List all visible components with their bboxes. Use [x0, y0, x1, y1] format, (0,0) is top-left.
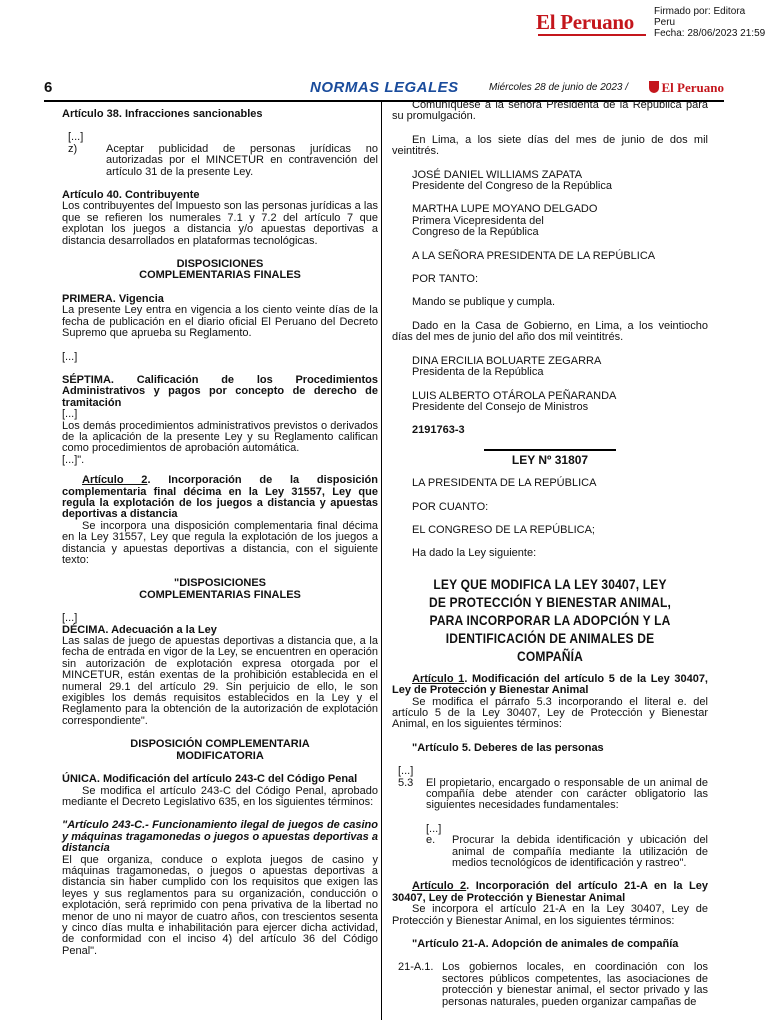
list-item: [62, 144, 378, 178]
section-heading: DISPOSICIONES: [176, 258, 264, 271]
formula: LA PRESIDENTA DE LA REPÚBLICA: [412, 477, 597, 490]
quoted-article-heading: "Artículo 5. Deberes de las personas: [412, 741, 604, 754]
ellipsis: [...]: [68, 131, 84, 144]
coat-of-arms-icon: [649, 81, 659, 93]
signatory-role: Presidente del Congreso de la República: [412, 180, 612, 193]
law-title-line: LEY QUE MODIFICA LA LEY 30407, LEY: [433, 575, 667, 592]
ellipsis: [...]: [62, 408, 78, 421]
section-heading: "DISPOSICIONES: [173, 577, 266, 590]
provision-heading: DÉCIMA. Adecuación a la Ley: [62, 623, 217, 636]
list-text: Procurar la debida identificación y ubicación del animal de compañía mediante la utilización de medios tecnológicos de identificación y rastreo".: [452, 834, 708, 870]
formula: POR TANTO:: [412, 273, 479, 286]
formula: Mando se publique y cumpla.: [412, 296, 556, 309]
law-title: [392, 575, 708, 665]
article-heading: [392, 881, 708, 904]
signatory-name: DINA ERCILIA BOLUARTE ZEGARRA: [412, 354, 602, 367]
signature-line: Firmado por: Editora: [654, 6, 746, 17]
signatory-role: Presidente del Consejo de Ministros: [412, 400, 589, 413]
right-column: [392, 100, 708, 1008]
signatory-name: MARTHA LUPE MOYANO DELGADO: [412, 203, 598, 216]
addressee: A LA SEÑORA PRESIDENTA DE LA REPÚBLICA: [412, 249, 656, 262]
paragraph: La presente Ley entra en vigencia a los ciento veinte días de la fecha de publicación en el diario oficial El Peruano del Decreto Supremo que aprueba su Reglamento.: [62, 304, 378, 340]
law-title-line: DE PROTECCIÓN Y BIENESTAR ANIMAL,: [428, 593, 672, 610]
paragraph: Las salas de juego de apuestas deportivas a distancia que, a la fecha de entrada en vigor de la Ley, se encuentren en operación sin autorización de explotación expresa otorgada por el MINCETUR, están exentas de la prohibición establecida en el numeral 29.1 del artículo 29. Sin perjuicio de ello, le son exigibles los demás requisitos establecidos en la Ley y el Reglamento para la obtención de la autorización de explotación correspondiente".: [62, 635, 378, 727]
section-heading: COMPLEMENTARIAS FINALES: [139, 269, 301, 282]
paragraph: Se incorpora una disposición complementaria final décima en la Ley 31557, Ley que regula la explotación de los juegos a distancia y apuestas deportivas a distancia, con el siguiente texto:: [62, 519, 378, 566]
law-title-line: IDENTIFICACIÓN DE ANIMALES DE COMPAÑÍA: [445, 629, 655, 664]
signature-line: Peru: [654, 17, 676, 28]
article-title: . Incorporación de la disposición complementaria final décima en la Ley 31557, Ley que regula la explotación de los juegos a distancia y apuestas deportivas a distancia: [62, 474, 378, 521]
list-text: Aceptar publicidad de personas jurídicas no autorizadas por el MINCETUR en contravención del artículo 31 de la presente Ley.: [106, 142, 378, 178]
article-heading: Artículo 40. Contribuyente: [62, 189, 200, 202]
law-title-line: PARA INCORPORAR LA ADOPCIÓN Y LA: [429, 611, 671, 628]
el-peruano-logo: El Peruano: [536, 10, 634, 34]
article-heading: [392, 674, 708, 697]
list-item: [392, 835, 708, 869]
paragraph: El que organiza, conduce o explota juegos de casino y máquinas tragamonedas, o juegos o apuestas deportivas a distancia sin haber cumplido con los requisitos que exigen las leyes y sus reglamentos para su organización, conducción o explotación, será reprimido con pena privativa de la libertad no menor de uno ni mayor de cuatro años, con trescientos sesenta y cinco días multa e inhabilitación para ejercer dicha actividad, de conformidad con el inciso 4) del artículo 36 del Código Penal".: [62, 853, 378, 957]
section-heading: DISPOSICIÓN COMPLEMENTARIA: [130, 738, 310, 751]
page-number: 6: [44, 79, 53, 96]
separator-rule: [484, 449, 616, 451]
signatory-name: JOSÉ DANIEL WILLIAMS ZAPATA: [412, 168, 583, 181]
paragraph: Dado en la Casa de Gobierno, en Lima, a los veintiocho días del mes de junio del año dos mil veintitrés.: [392, 319, 708, 344]
publication-date: Miércoles 28 de junio de 2023 /: [489, 82, 628, 93]
signatory-name: LUIS ALBERTO OTÁROLA PEÑARANDA: [412, 389, 617, 402]
list-key: z): [68, 142, 78, 155]
article-title: . Modificación del artículo 5 de la Ley 30407, Ley de Protección y Bienestar Animal: [392, 672, 708, 697]
brand-name: El Peruano: [661, 80, 724, 95]
law-number: LEY Nº 31807: [511, 452, 589, 467]
formula: Ha dado la Ley siguiente:: [412, 547, 537, 560]
provision-heading: PRIMERA. Vigencia: [62, 292, 164, 305]
logo-underline: [538, 34, 646, 36]
article-title: . Incorporación del artículo 21-A en la Ley 30407, Ley de Protección y Bienestar Animal: [392, 880, 708, 904]
paragraph-key: 5.3: [398, 776, 414, 789]
paragraph: Se modifica el artículo 243-C del Código Penal, aprobado mediante el Decreto Legislativo 635, en los siguientes términos:: [62, 784, 378, 808]
paragraph: Los demás procedimientos administrativos previstos o derivados de la aplicación de la presente Ley y su Reglamento califican como procedimientos de aprobación automática.: [62, 419, 378, 455]
paragraph: En Lima, a los siete días del mes de junio de dos mil veintitrés.: [392, 133, 708, 158]
paragraph: Los contribuyentes del Impuesto son las personas jurídicas a las que se refieren los numerales 7.1 y 7.2 del artículo 7 que explotan los juegos a distancia y/o apuestas deportivas a distancia desarrollados en plataformas tecnológicas.: [62, 200, 378, 247]
formula: POR CUANTO:: [412, 500, 489, 513]
paragraph-key: 21-A.1.: [398, 961, 434, 974]
paragraph: Se incorpora el artículo 21-A en la Ley 30407, Ley de Protección y Bienestar Animal, en los siguientes términos:: [392, 903, 708, 927]
article-label: Artículo 2: [82, 474, 148, 487]
ellipsis: [...]".: [62, 453, 85, 466]
list-key: e.: [426, 834, 436, 847]
article-label: Artículo 1: [412, 672, 465, 685]
formula: EL CONGRESO DE LA REPÚBLICA;: [412, 523, 595, 536]
section-heading: MODIFICATORIA: [176, 749, 264, 762]
quoted-article-heading: "Artículo 243-C.- Funcionamiento ilegal de juegos de casino y máquinas tragamonedas o juegos o apuestas deportivas a distancia: [62, 819, 378, 855]
paragraph: Se modifica el párrafo 5.3 incorporando el literal e. del artículo 5 de la Ley 30407, Ley de Protección y Bienestar Animal, en los siguientes términos:: [392, 695, 708, 731]
ellipsis: [...]: [398, 765, 414, 778]
section-heading: COMPLEMENTARIAS FINALES: [139, 588, 301, 601]
brand-mark: [649, 80, 724, 96]
signature-line: Fecha: 28/06/2023 21:59: [654, 28, 766, 39]
paragraph-text: Los gobiernos locales, en coordinación con los sectores públicos competentes, las asociaciones de protección y bienestar animal, el sector privado y las personas naturales, pueden organizar campañas de: [442, 961, 708, 1008]
left-column: [62, 100, 378, 957]
ellipsis: [...]: [62, 350, 78, 363]
article-heading: Artículo 38. Infracciones sancionables: [62, 108, 263, 120]
signatory-role: Presidenta de la República: [412, 366, 544, 379]
paragraph-text: El propietario, encargado o responsable de un animal de compañía debe atender con carácter obligatorio las siguientes necesidades fundamentales:: [426, 776, 708, 812]
signature-info: [654, 6, 765, 39]
quoted-article-heading: "Artículo 21-A. Adopción de animales de compañía: [412, 938, 679, 951]
provision-heading: SÉPTIMA. Calificación de los Procedimientos Administrativos y pagos por concepto de derecho de tramitación: [62, 373, 378, 409]
numbered-paragraph: [392, 778, 708, 812]
signatory-role: Congreso de la República: [412, 226, 539, 239]
paragraph: Comuníquese a la señora Presidenta de la República para su promulgación.: [392, 99, 708, 123]
article-heading: [62, 475, 378, 521]
numbered-paragraph: [392, 962, 708, 1008]
provision-heading: ÚNICA. Modificación del artículo 243-C del Código Penal: [62, 773, 358, 786]
section-title: NORMAS LEGALES: [310, 79, 459, 96]
ellipsis: [...]: [426, 822, 442, 835]
ellipsis: [...]: [62, 612, 78, 625]
digital-signature-stamp: [536, 6, 768, 38]
article-label: Artículo 2: [412, 880, 467, 893]
document-code: 2191763-3: [412, 424, 465, 437]
column-divider: [381, 100, 382, 1020]
signatory-role: Primera Vicepresidenta del: [412, 214, 544, 227]
